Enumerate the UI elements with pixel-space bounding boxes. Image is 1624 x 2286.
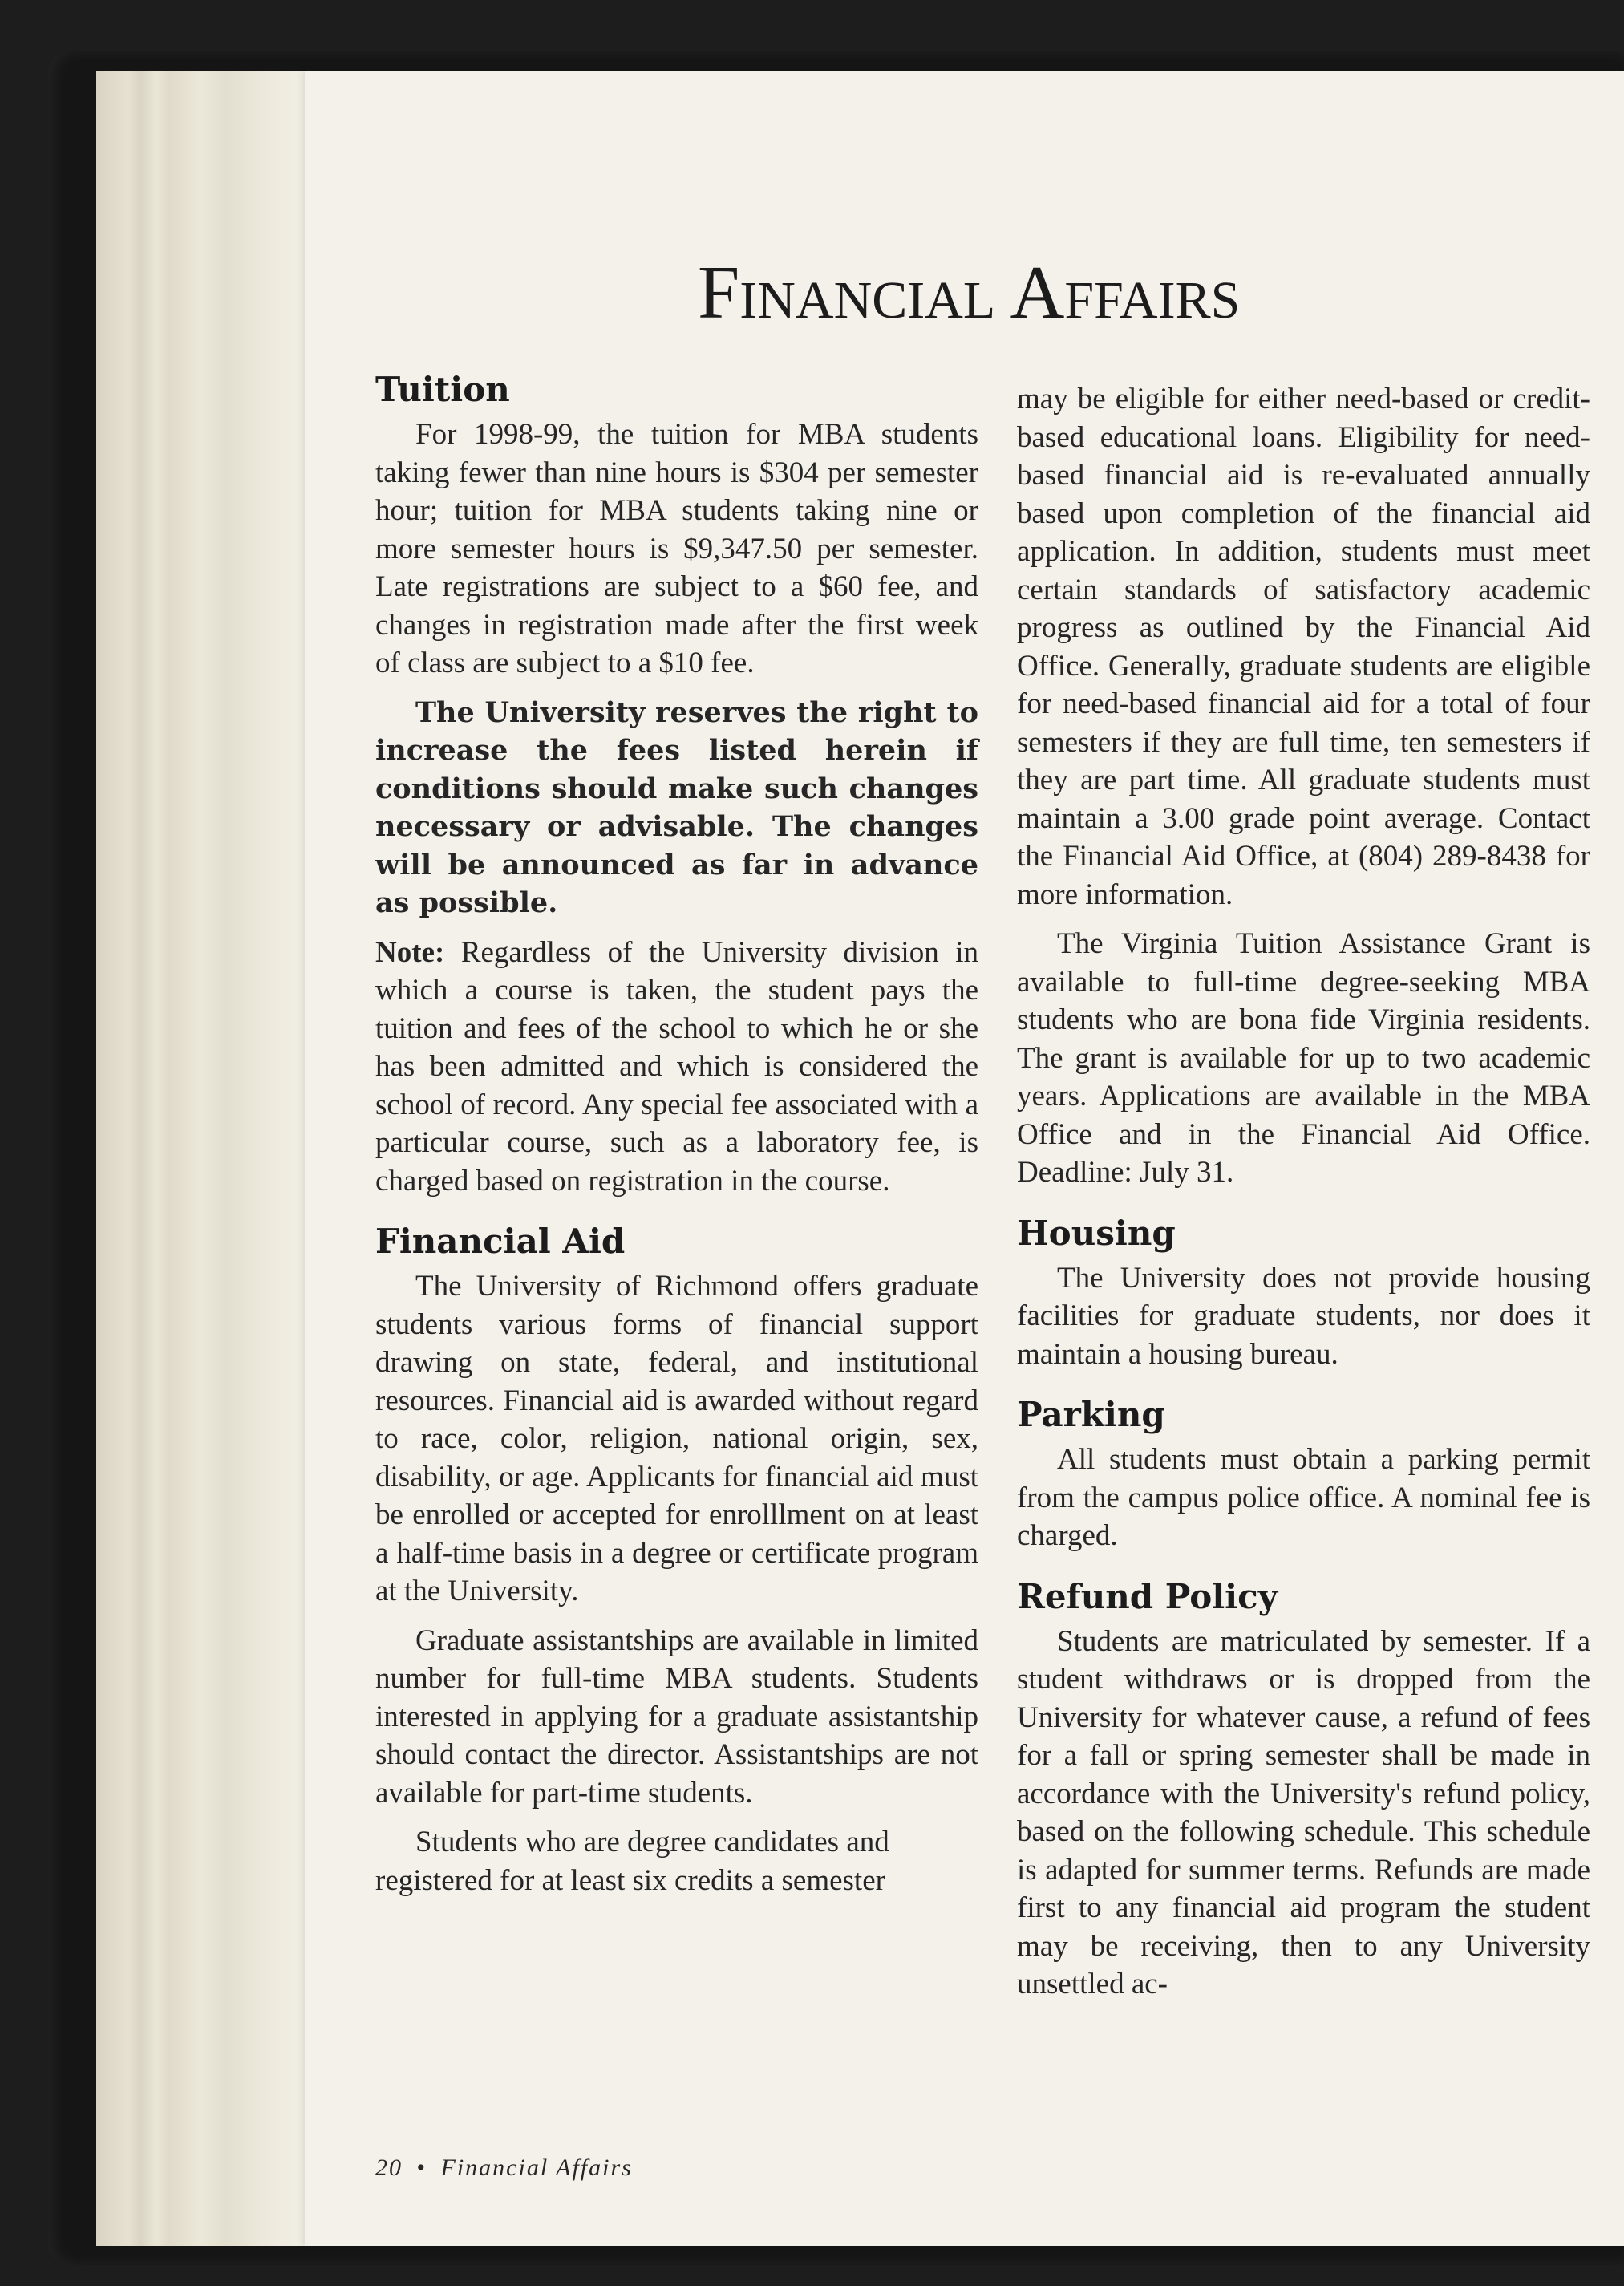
tuition-paragraph: For 1998-99, the tuition for MBA students taking fewer than nine hours is $304 per semester hour; tuition for MBA students taking nine or more semester hours is $9,347.50 per semester. Late registrations are subject to a $60 fee, and changes in registration made after the first week of class are subject to a $10 fee.	[375, 418, 978, 679]
section-financial-aid	[375, 1221, 978, 1899]
financial-aid-paragraph-2: Graduate assistantships are available in limited number for full-time MBA students. Students interested in applying for a graduate assistantship should contact the director. Assistantships are not available for part-time students.	[375, 1623, 978, 1810]
footer-separator: •	[416, 2154, 427, 2181]
heading-financial-aid: Financial Aid	[375, 1222, 626, 1261]
financial-aid-continued-paragraph: may be eligible for either need-based or credit-based educational loans. Eligibility for need-based financial aid is re-evaluated annually based upon completion of the financial aid application. In addition, students must meet certain standards of satisfactory academic progress as outlined by the Financial Aid Office. Generally, graduate students are eligible for need-based financial aid for a total of four semesters if they are full time, ten semesters if they are part time. All graduate students must maintain a 3.00 grade point average. Contact the Financial Aid Office, at (804) 289-8438 for more information.	[1017, 383, 1590, 911]
section-parking	[1017, 1394, 1590, 1555]
tuition-notice: The University reserves the right to increase the fees listed herein if conditions should make such changes necessary or advisable. The changes will be announced as far in advance as possible.	[375, 695, 978, 919]
right-column	[1017, 380, 1590, 2025]
housing-paragraph: The University does not provide housing facilities for graduate students, nor does it maintain a housing bureau.	[1017, 1261, 1590, 1371]
financial-aid-paragraph-1: The University of Richmond offers graduate students various forms of financial support drawing on state, federal, and institutional resources. Financial aid is awarded without regard to race, color, religion, national origin, sex, disability, or age. Applicants for financial aid must be enrolled or accepted for enrolllment on at least a half-time basis in a degree or certificate program at the University.	[375, 1270, 978, 1607]
heading-refund-policy: Refund Policy	[1017, 1576, 1278, 1616]
tuition-note	[375, 934, 978, 1201]
note-label: Note:	[375, 935, 445, 969]
heading-housing: Housing	[1017, 1213, 1176, 1253]
page-number: 20	[375, 2154, 403, 2181]
section-refund-policy	[1017, 1576, 1590, 2004]
section-financial-aid-continued	[1017, 380, 1590, 1192]
parking-paragraph: All students must obtain a parking permit from the campus police office. A nominal fee is charged.	[1017, 1443, 1590, 1552]
virginia-grant-paragraph: The Virginia Tuition Assistance Grant is available to full-time degree-seeking MBA students who are bona fide Virginia residents. The grant is available for up to two academic years. Applications are available in the MBA Office and in the Financial Aid Office. Deadline: July 31.	[1017, 927, 1590, 1189]
section-tuition	[375, 369, 978, 1200]
left-column	[375, 369, 978, 1920]
page-footer	[375, 2154, 633, 2182]
heading-parking: Parking	[1017, 1395, 1165, 1434]
footer-section-name: Financial Affairs	[440, 2154, 633, 2181]
note-text: Regardless of the University division in which a course is taken, the student pays the tuition and fees of the school to which he or she has been admitted and which is considered the school of record. Any special fee associated with a particular course, such as a laboratory fee, is charged based on registration in the course.	[375, 935, 978, 1198]
page-title: Financial Affairs	[698, 251, 1241, 334]
section-housing	[1017, 1213, 1590, 1374]
heading-tuition: Tuition	[375, 370, 510, 409]
financial-aid-paragraph-3: Students who are degree candidates and registered for at least six credits a semester	[375, 1826, 889, 1897]
refund-policy-paragraph: Students are matriculated by semester. If a student withdraws or is dropped from the University for whatever cause, a refund of fees for a fall or spring semester shall be made in accordance with the University's refund policy, based on the following schedule. This schedule is adapted for summer terms. Refunds are made first to any financial aid program the student may be receiving, then to any University unsettled ac-	[1017, 1624, 1590, 2000]
